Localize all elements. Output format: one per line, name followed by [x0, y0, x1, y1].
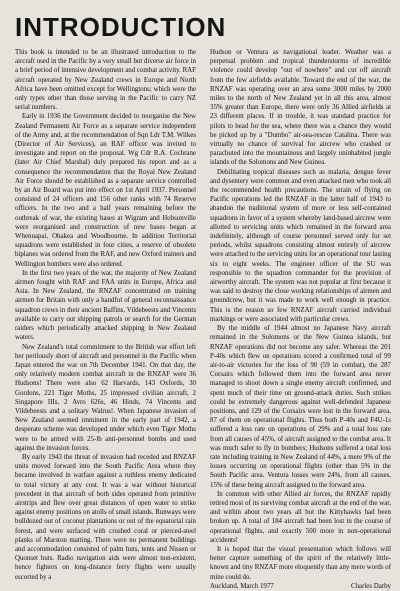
paragraph: By early 1943 the threat of invasion had receded and RNZAF units moved forward into the South Pacific Area where they became involved in warfare against a ruthless enemy dedicated to total victory at any cost. It was a war without historical precedent in that aircraft of both sides operated from primitive airstrips and flew over great distances of open water to strike against enemy positions on atolls of small islands. Runways were bulldozed out of coconut plantations or out of the equatorial rain forest, and were surfaced with crushed coral or pierced-steel planks of Marston matting. There were no permanent buildings and accommodation consisted of palm huts, tents and Nissen or Quonset huts. Radio navigation aids were almost non-existent, hence fighters on long-distance ferry flights were usually escorted by a: [15, 453, 196, 581]
paragraph: It is hoped that the visual presentation which follows will better capture something of the spirit of the relatively little-known and tiny RNZAF more eloquently than any mere words of mine could do.: [210, 545, 391, 581]
page-title: INTRODUCTION: [15, 12, 227, 42]
paragraph: This book is intended to be an illustrated introduction to the aircraft used in the Pacific by a very small but diverse air force in a brief period of intensive development and combat activity. RAF aircraft operated by New Zealand crews in Europe and North Africa have been omitted except for Wellingtons; which were the only types other than those serving in the Pacific to carry NZ serial numbers.: [15, 49, 196, 112]
signoff-author: Charles Darby: [351, 582, 391, 590]
signoff-place-date: Auckland, March 1977: [210, 582, 274, 590]
signoff: [210, 582, 391, 591]
paragraph: Debilitating tropical diseases such as malaria, dengue fever and dysentery were common and even attacked men who took all the recommended health precautions. The strain of flying on Pacific operations led the RNZAF in the latter half of 1943 to abandon the traditional system of more or less self-contained squadrons in favor of a system whereby land-based aircrew were allotted to servicing units which remained in the forward area indefinitely, although of course personnel served only for set periods, whilst squadrons consisting almost entirely of aircrew were attached to the servicing units for an operational tour lasting six to eight weeks. The engineer officer of the SU was responsible to the squadron commander for the provision of airworthy aircraft. The system was not popular at first because it was said to destroy the close working relationships of airmen and groundcrew, but it was made to work well enough in practice. This is the reason so few RNZAF aircraft carried individual markings or were associated with particular crews.: [210, 168, 392, 323]
paragraph: Early in 1936 the Government decided to reorganise the New Zealand Permanent Air Force as a separate service independent of the Army and, at the recommendation of Sqn Ldr T.M. Wilkes (Director of Air Services), an RAF officer was invited to investigate and report on the proposal. Wg Cdr R.A. Cochrane (later Air Chief Marshal) duly prepared his report and as a consequence the recommendation that the Royal New Zealand Air Force should be established as a separate service controlled by an Air Board was put into effect on 1st April 1937. Personnel consisted of 24 officers and 156 other ranks with 74 Reserve officers. In the two and a half years remaining before the outbreak of war, the existing bases at Wigram and Hobsonville were reorganised and construction of new bases began at Whenuapai, Ohakea and Woodbourne. In addition Territorial squadrons were established in four cities, a reserve of obsolete biplanes was ordered from the RAF, and new Oxford trainers and Wellington bombers were also ordered.: [15, 113, 196, 268]
paragraph: New Zealand's total commitment to the British war effort left her perilously short of aircraft and personnel in the Pacific when Japan entered the war on 7th December 1941. On that day, the only relatively modern combat aircraft in the RNZAF were 36 Hudsons! There were also 62 Harvards, 143 Oxfords, 30 Gordons, 221 Tiger Moths, 25 impressed civilian aircraft, 2 Singapore IIIs, 2 Avro 626s, 46 Hinds, 74 Vincents and Vildebeests and a solitary Walrus!. When Japanese invasion of New Zealand seemed imminent in the early part of 1942, a desperate scheme was developed under which even Tiger Moths were to be armed with 25-lb anti-personnel bombs and used against the invasion forces.: [15, 343, 196, 452]
text-columns: [15, 48, 392, 590]
right-column: [210, 48, 392, 590]
left-column: [15, 48, 196, 581]
paragraph: Hudson or Ventura as navigational leader. Weather was a perpetual problem and tropical thunderstorms of incredible violence could develop "out of nowhere" and cut off aircraft from the few airfields available. Toward the end of the war, the RNZAF was operating over an area some 3000 miles by 2000 miles to the north of New Zealand yet in all this area, almost 35% greater than Europe, there were only 36 Allied airfields at 23 different places. If in trouble, it was standard practice for pilots to head for the sea, where there was a chance they would be picked up by a "Dumbo" air-sea-rescue Catalina. There was virtually no chance of survival for aircrew who crashed or parachuted into the mountainous and largely uninhabited jungle islands of the Solomons and New Guinea.: [210, 49, 391, 167]
paragraph: In common with other Allied air forces, the RNZAF rapidly retired most of its surviving combat aircraft at the end of the war, and within about two years all but the Kittyhawks had been broken up. A total of 184 aircraft had been lost in the course of operational flights, and exactly 500 more in non-operational accidents!: [210, 490, 391, 544]
paragraph: In the first two years of the war, the majority of New Zealand airmen fought with RAF and FAA units in Europe, Africa and Asia. In New Zealand, the RNZAF concentrated on training airmen for Britain with only a handful of general reconnaissance squadron crews in their ancient Baffins, Vildebeests and Vincents available to carry out shipping patrols or search for the German raiders which periodically attacked shipping in New Zealand waters.: [15, 269, 196, 342]
paragraph: By the middle of 1944 almost no Japanese Navy aircraft remained in the Solomons or the New Guinea islands, but RNZAF operations did not become any safer. Whereas the 201 P-40s which flew on operations scored a confirmed total of 99 air-to-air victories for the loss of 90 (59 in combat), the 287 Corsairs which followed them into the forward area never managed to shoot down a single enemy aircraft confirmed, and spent much of their time on ground-attack duties. Such strikes could be extremely dangerous against well-defended Japanese positions, and 129 of the Corsairs were lost in the forward area, 87 of them on operational flights. Thus both P-40s and F4U-1s suffered a loss rate on operations of 29% and a total loss rate from all causes of 45%, of aircraft assigned to the combat area. It was much safer to fly in bombers; Hudsons suffered a total loss rate including training in New Zealand of 44%, a mere 9% of the losses occurring on operational flights (other than 5% in the South Pacific area. Ventura losses were 24%, from all causes, 15% of these being aircraft assigned to the forward area.: [210, 325, 391, 489]
